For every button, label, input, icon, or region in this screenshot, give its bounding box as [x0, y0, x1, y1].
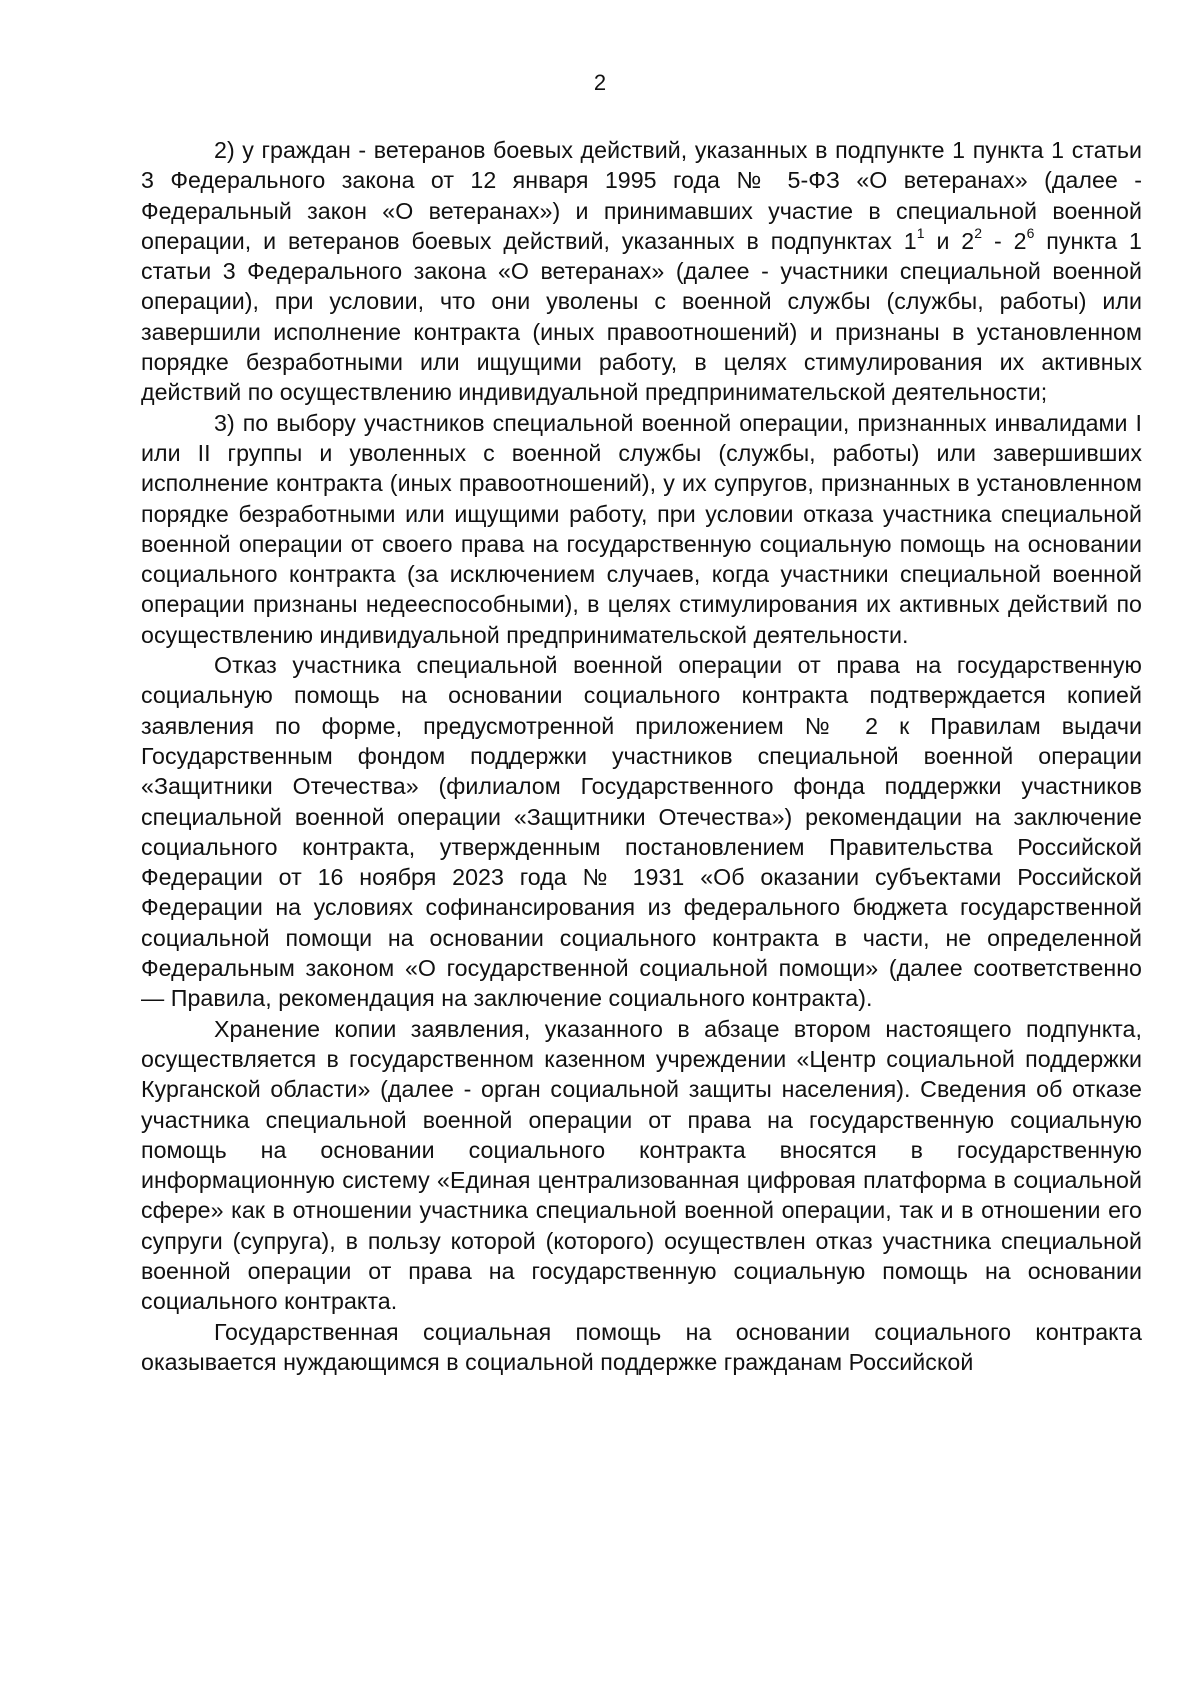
paragraph-subpoint-3 — [141, 408, 1142, 650]
paragraph-storage — [141, 1014, 1142, 1317]
text-segment: Государственная социальная помощь на основании социального контракта оказывается нуждающимся в социальной поддержке гражданам Российской — [141, 1318, 1142, 1375]
document-body — [141, 135, 1142, 1377]
superscript: 2 — [974, 225, 983, 242]
text-segment: Хранение копии заявления, указанного в абзаце втором настоящего подпункта, осуществляется в государственном казенном учреждении «Центр социальной поддержки Курганской области» (далее - орган социальной защиты населения). Сведения об отказе участника специальной военной операции от права на государственную социальную помощь на основании социального контракта вносятся в государственную информационную систему «Единая централизованная цифровая платформа в социальной сфере» как в отношении участника специальной военной операции, так и в отношении его супруги (супруга), в пользу которой (которого) осуществлен отказ участника специальной военной операции от права на государственную социальную помощь на основании социального контракта. — [141, 1015, 1142, 1315]
text-segment: 2) у граждан - ветеранов боевых действий, указанных в подпункте 1 пункта 1 статьи 3 Федерального закона от 12 января 1995 года № 5-ФЗ «О ветеранах» (далее - Федеральный закон «О ветеранах») и принимавших участие в специальной военной операции, и ветеранов боевых действий, указанных в подпунктах 1 — [141, 137, 1142, 254]
text-segment: пункта 1 статьи 3 Федерального закона «О ветеранах» (далее - участники специальной военной операции), при условии, что они уволены с военной службы (службы, работы) или завершили исполнение контракта (иных правоотношений) и признаны в установленном порядке безработными или ищущими работу, в целях стимулирования их активных действий по осуществлению индивидуальной предпринимательской деятельности; — [141, 227, 1142, 406]
paragraph-refusal — [141, 650, 1142, 1014]
text-segment: - 2 — [982, 227, 1027, 254]
superscript: 1 — [916, 225, 925, 242]
page-number: 2 — [593, 70, 607, 95]
superscript: 6 — [1026, 225, 1035, 242]
text-segment: Отказ участника специальной военной операции от права на государственную социальную помощь на основании социального контракта подтверждается копией заявления по форме, предусмотренной приложением № 2 к Правилам выдачи Государственным фондом поддержки участников специальной военной операции «Защитники Отечества» (филиалом Государственного фонда поддержки участников специальной военной операции «Защитники Отечества») рекомендации на заключение социального контракта, утвержденным постановлением Правительства Российской Федерации от 16 ноября 2023 года № 1931 «Об оказании субъектами Российской Федерации на условиях софинансирования из федерального бюджета государственной социальной помощи на основании социального контракта в части, не определенной Федеральным законом «О государственной социальной помощи» (далее соответственно — Правила, рекомендация на заключение социального контракта). — [141, 652, 1142, 1012]
paragraph-subpoint-2 — [141, 135, 1142, 408]
paragraph-state-assistance — [141, 1317, 1142, 1378]
text-segment: 3) по выбору участников специальной военной операции, признанных инвалидами I или II группы и уволенных с военной службы (службы, работы) или завершивших исполнение контракта (иных правоотношений), у их супругов, признанных в установленном порядке безработными или ищущими работу, при условии отказа участника специальной военной операции от своего права на государственную социальную помощь на основании социального контракта (за исключением случаев, когда участники специальной военной операции признаны недееспособными), в целях стимулирования их активных действий по осуществлению индивидуальной предпринимательской деятельности. — [141, 409, 1142, 648]
text-segment: и 2 — [924, 227, 975, 254]
